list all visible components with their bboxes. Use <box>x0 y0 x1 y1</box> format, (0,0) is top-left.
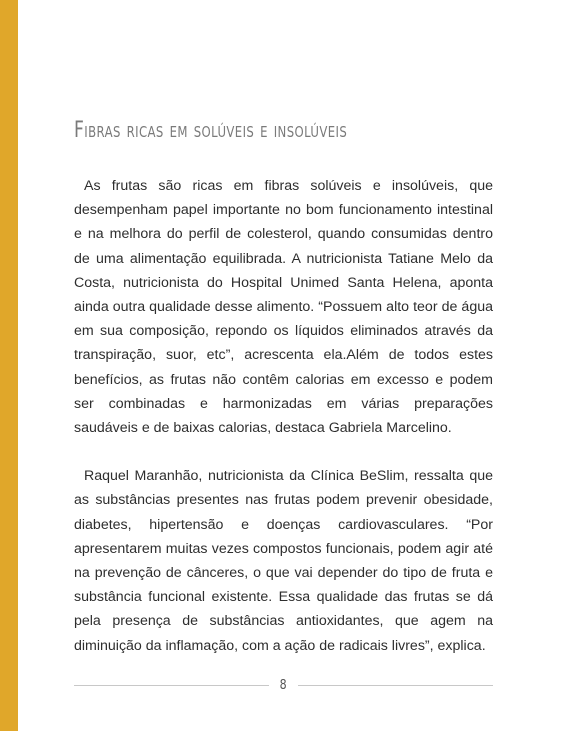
accent-side-bar <box>0 0 18 731</box>
paragraph-2: Raquel Maranhão, nutricionista da Clínica BeSlim, ressalta que as substâncias presentes nas frutas podem prevenir obesidade, diabetes, hipertensão e doenças cardiovasculares. “Por apresentarem muitas vezes compostos funcionais, podem agir até na prevenção de cânceres, o que vai depender do tipo de fruta e substância funcional existente. Essa qualidade das frutas se dá pela presença de substâncias antioxidantes, que agem na diminuição da inflamação, com a ação de radicais livres”, explica. <box>74 468 493 654</box>
section-heading: Fibras ricas em solúveis e insolúveis <box>74 118 348 143</box>
page-footer <box>74 677 493 693</box>
footer-rule-right <box>298 685 493 686</box>
page-number: 8 <box>279 677 288 693</box>
paragraph-1: As frutas são ricas em fibras solúveis e insolúveis, que desempenham papel importante no bom funcionamento intestinal e na melhora do perfil de colesterol, quando consumidas dentro de uma alimentação equilibrada. A nutricionista Tatiane Melo da Costa, nutricionista do Hospital Unimed Santa Helena, aponta ainda outra qualidade desse alimento. “Possuem alto teor de água em sua composição, repondo os líquidos eliminados através da transpiração, suor, etc”, acrescenta ela.Além de todos estes benefícios, as frutas não contêm calorias em excesso e podem ser combinadas e harmonizadas em várias preparações saudáveis e de baixas calorias, destaca Gabriela Marcelino. <box>74 178 493 437</box>
footer-rule-left <box>74 685 269 686</box>
article-body <box>74 174 493 658</box>
